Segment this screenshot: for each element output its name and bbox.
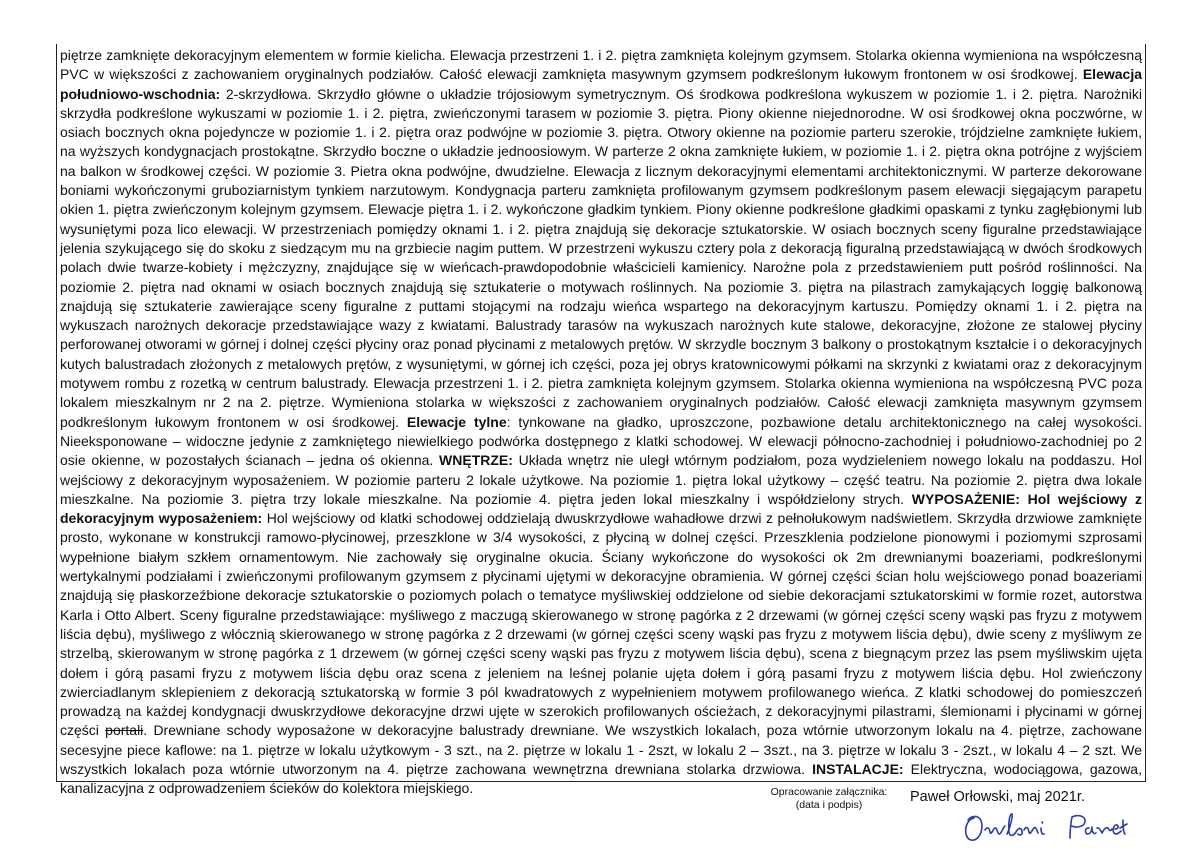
document-body (57, 44, 1145, 799)
author-and-date: Paweł Orłowski, maj 2021r. (910, 789, 1085, 805)
body-text-segment: . Drewniane schody wyposażone w dekoracyjne balustrady drewniane. We wszystkich lokalach, poza wtórnie utworzonym lokalu na 4. piętrze, zachowane secesyjne piece kaflowe: na 1. piętrze w lokalu użytkowym - 3 szt., na 2. piętrze w lokalu 1 - 2szt, w lokalu 2 – 3szt., na 3. piętrze w lokalu 3 - 2szt., w lokalu 4 – 2 szt. We wszystkich lokalach poza wtórnie utworzonym na 4. piętrze zachowana wewnętrzna drewniana stolarka drzwiowa. (60, 722, 1142, 777)
section-heading: INSTALACJE: (812, 760, 904, 777)
body-text-segment: Elektryczna, wodociągowa, gazowa, kanalizacyjna z odprowadzeniem ścieków do kolektora miejskiego. (60, 760, 1142, 797)
prepared-by-label-line2: (data i podpis) (795, 799, 863, 811)
signature-icon (958, 808, 1133, 852)
struck-text: portali (105, 722, 144, 739)
body-text-segment: Układa wnętrz nie uległ wtórnym podziałom, poza wydzieleniem nowego lokalu na poddaszu. Hol wejściowy z dekoracyjnym wyposażeniem. W poziomie parteru 2 lokale użytkowe. Na poziomie 1. piętra lokal użytkowy – część teatru. Na poziomie 2. piętra dwa lokale mieszkalne. Na poziomie 3. piętra trzy lokale mieszkalne. Na poziomie 4. piętra jeden lokal mieszkalny i współdzielony strych. (60, 452, 1142, 507)
body-text-segment: Hol wejściowy od klatki schodowej oddzielają dwuskrzydłowe wahadłowe drzwi z pełnołukowym nadświetlem. Skrzydła drzwiowe zamknięte prosto, wykonane w konstrukcji ramowo-płycinowej, przeszklone w 3/4 wysokości, z płyciną w dolnej części. Przeszklenia podzielone pionowymi i poziomymi szprosami wypełnione białym szkłem ornamentowym. Nie zachowały się oryginalne okucia. Ściany wykończone do wysokości ok 2m drewnianymi boazeriami, podkreślonymi wertykalnymi podziałami i zwieńczonymi profilowanym gzymsem z płycinami ujętymi w dekoracyjne obramienia. W górnej części ścian holu wejściowego ponad boazeriami znajdują się płaskorzeźbione dekoracje sztukatorskie o poziomych polach o tematyce myśliwskiej oddzielone od siebie dekoracjami sztukatorskimi w formie rozet, autorstwa Karla i Otto Albert. Sceny figuralne przedstawiające: myśliwego z maczugą skierowanego w stronę pagórka z 2 drzewami (w górnej części sceny wąski pas fryzu z motywem liścia dębu), myśliwego z włócznią skierowanego w stronę pagórka z 2 drzewami (w górnej części sceny wąski pas fryzu z motywem liścia dębu), dwie sceny z myśliwym ze strzelbą, skierowanym w stronę pagórka z 1 drzewem (w górnej części sceny wąski pas fryzu z motywem liścia dębu), scena z biegnącym przez las psem myśliwskim ujęta dołem i górą pasami fryzu z motywem liścia dębu oraz scena z jeleniem na leśnej polanie ujęta dołem i górą pasami fryzu z motywem liścia dębu. Hol zwieńczony zwierciadlanym sklepieniem z dekoracją sztukatorską w formie 3 pól kwadratowych z wypełnieniem motywem profilowanego wieńca. Z klatki schodowej do pomieszczeń prowadzą na każdej kondygnacji dwuskrzydłowe dekoracyjne drzwi ujęte w szerokich profilowanych ościeżach, z dekoracyjnymi pilastrami, ślemionami i płycinami w górnej części (60, 510, 1142, 739)
handwritten-signature (958, 808, 1133, 857)
body-text-segment: 2-skrzydłowa. Skrzydło główne o układzie trójosiowym symetrycznym. Oś środkowa podkreślona wykuszem w poziomie 1. i 2. piętra. Narożniki skrzydła podkreślone wykuszami w poziomie 1. i 2. piętra, zwieńczonymi tarasem w poziomie 3. piętra. Piony okienne niejednorodne. W osi środkowej okna poczwórne, w osiach bocznych okna pojedyncze w poziomie 1. i 2. piętra oraz podwójne w poziomie 3. piętra. Otwory okienne na poziomie parteru szerokie, trójdzielne zamknięte łukiem, na wyższych kondygnacjach prostokątne. Skrzydło boczne o układzie jednoosiowym. W parterze 2 okna zamknięte łukiem, w poziomie 1. i 2. piętra okna potrójne z wyjściem na balkon w środkowej części. W poziomie 3. Pietra okna podwójne, dwudzielne. Elewacja z licznym dekoracyjnymi elementami architektonicznymi. W parterze dekorowane boniami wykończonymi gruboziarnistym tynkiem narzutowym. Kondygnacja parteru zamknięta profilowanym gzymsem podkreślonym pasem elewacji sięgającym parapetu okien 1. piętra zwieńczonym kolejnym gzymsem. Elewacje piętra 1. i 2. wykończone gładkim tynkiem. Piony okienne podkreślone gładkimi opaskami z tynku zagłębionymi lub wysuniętymi poza lico elewacji. W przestrzeniach pomiędzy oknami 1. i 2. piętra znajdują się dekoracje sztukatorskie. W osiach bocznych sceny figuralne przedstawiające jelenia szykującego się do skoku z siedzącym mu na grzbiecie nagim puttem. W przestrzeni wykuszu cztery pola z dekoracją figuralną przedstawiającą w dwóch środkowych polach dwie twarze-kobiety i mężczyzny, znajdujące się w wieńcach-prawdopodobnie właścicieli kamienicy. Narożne pola z przedstawieniem putt pośród roślinności. Na poziomie 2. piętra nad oknami w osiach bocznych znajdują się sztukaterie o motywach roślinnych. Na poziomie 3. piętra na pilastrach zamykających loggię balkonową znajdują się sztukaterie zawierające sceny figuralne z puttami stojącymi na rodzaju wieńca wspartego na dekoracyjnym kartuszu. Pomiędzy oknami 1. i 2. piętra na wykuszach narożnych dekoracje przedstawiające wazy z kwiatami. Balustrady tarasów na wykuszach narożnych kute stalowe, dekoracyjne, złożone ze stalowej płyciny perforowanej otworami w górnej i dolnej części płyciny oraz ponad płycinami z metalowych prętów. W skrzydle bocznym 3 balkony o prostokątnym kształcie i o dekoracyjnych kutych balustradach złożonych z metalowych prętów, z wysuniętymi, w górnej ich części, poza jej obrys kratownicowymi półkami na skrzynki z kwiatami oraz z dekoracyjnym motywem rombu z rozetką w centrum balustrady. Elewacja przestrzeni 1. i 2. pietra zamknięta kolejnym gzymsem. Stolarka okienna wymieniona na współczesną PVC poza lokalem mieszkalnym nr 2 na 2. piętrze. Wymieniona stolarka w większości z zachowaniem oryginalnych podziałów. Całość elewacji zamknięta masywnym gzymsem podkreślonym łukowym frontonem w osi środkowej. (60, 85, 1142, 430)
section-heading: WNĘTRZE: (439, 452, 513, 469)
prepared-by-label (764, 786, 894, 812)
body-text-segment: : tynkowane na gładko, uproszczone, pozbawione detalu architektonicznego na całej wysokości. Nieeksponowane – widoczne jedynie z zamkniętego niewielkiego podwórka dostępnego z klatki schodowej. W elewacji północno-zachodniej i południowo-zachodniej po 2 osie okienne, w pozostałych ścianach – jedna oś okienna. (60, 413, 1143, 469)
body-text-segment: piętrze zamknięte dekoracyjnym elementem w formie kielicha. Elewacja przestrzeni 1. i 2. piętra zamknięta kolejnym gzymsem. Stolarka okienna wymieniona na współczesną PVC w większości z zachowaniem oryginalnych podziałów. Całość elewacji zamknięta masywnym gzymsem podkreślonym łukowym frontonem w osi środkowej. (60, 47, 1142, 83)
section-heading: Elewacja południowo-wschodnia: (60, 66, 1142, 102)
prepared-by-label-line1: Opracowanie załącznika: (770, 786, 888, 798)
section-heading: WYPOSAŻENIE: Hol wejściowy z dekoracyjnym wyposażeniem: (60, 490, 1143, 527)
section-heading: Elewacje tylne (406, 413, 507, 430)
